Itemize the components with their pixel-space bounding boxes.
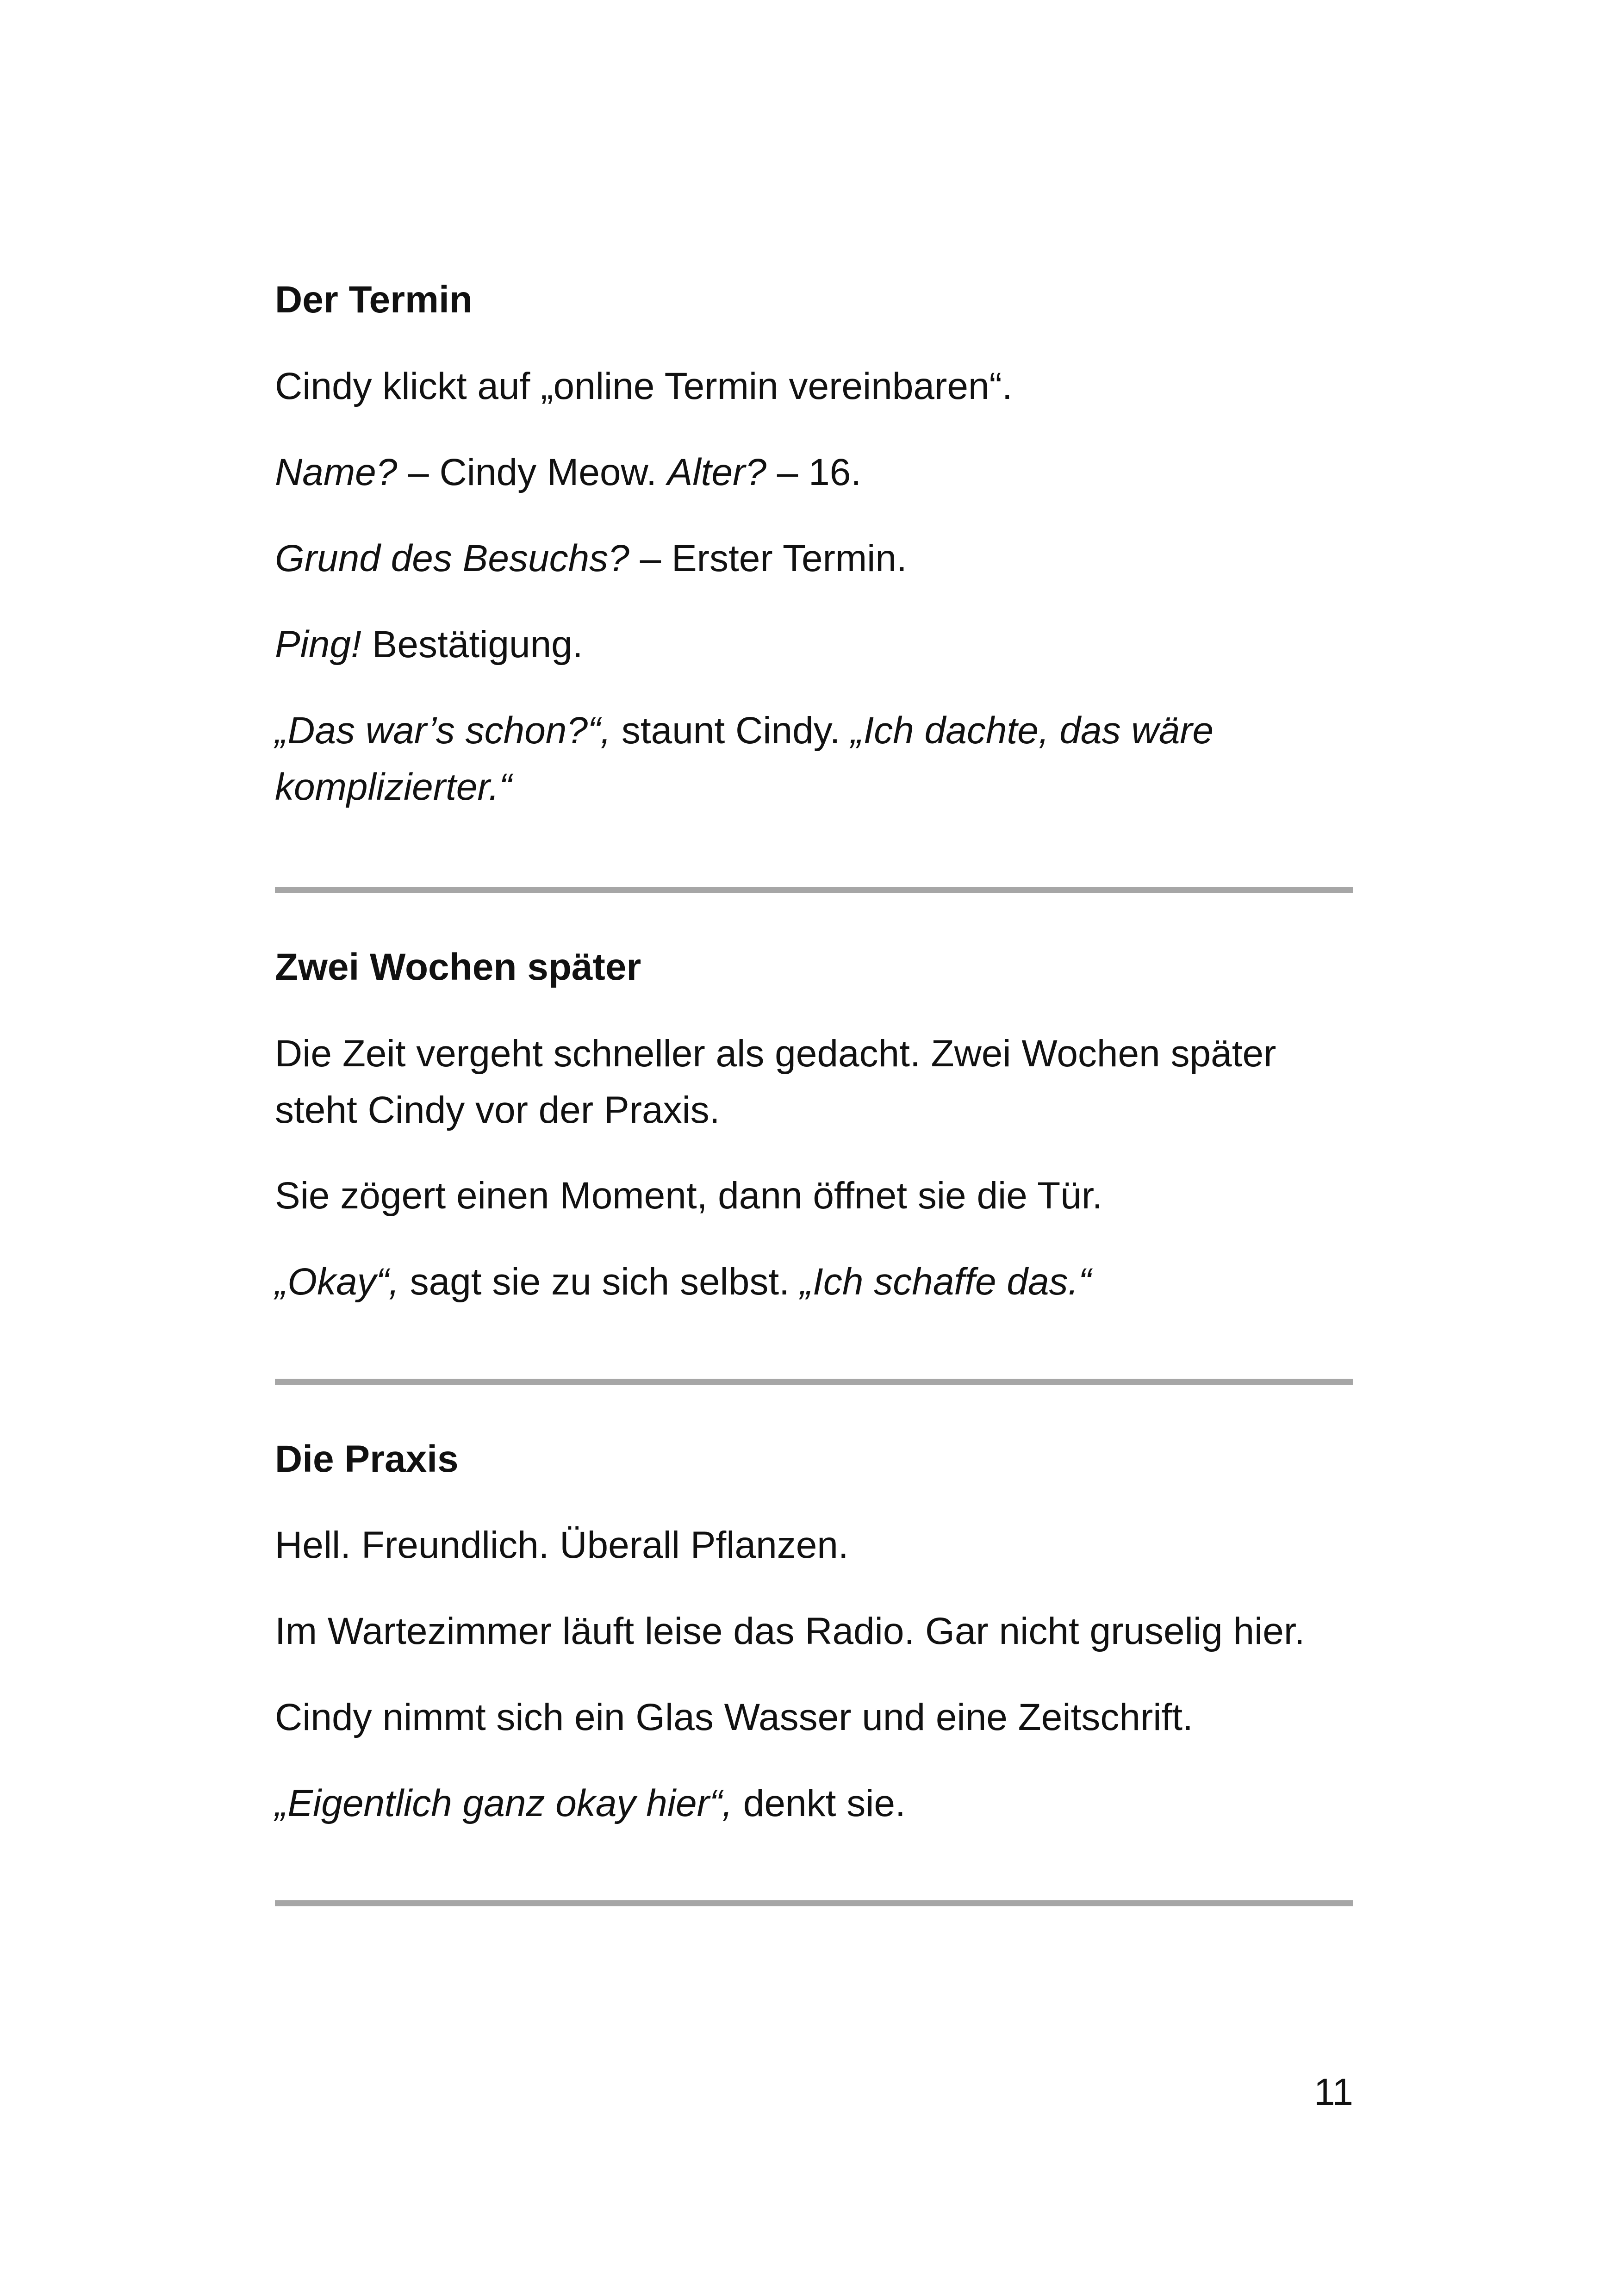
- quote-text: „Das war’s schon?“,: [275, 709, 611, 752]
- plain-text: staunt Cindy.: [611, 709, 851, 752]
- quote-text: „Ich schaffe das.“: [800, 1261, 1091, 1303]
- quote-text: „Ich dachte, das wäre: [851, 709, 1214, 752]
- paragraph: [275, 703, 1214, 759]
- paragraph: Cindy nimmt sich ein Glas Wasser und eine Zeitschrift.: [275, 1696, 1193, 1738]
- answer-text: – 16.: [766, 451, 862, 493]
- paragraph: Im Wartezimmer läuft leise das Radio. Gar nicht gruselig hier.: [275, 1610, 1305, 1652]
- emphasis-text: Ping!: [275, 623, 361, 666]
- quote-text: „Okay“,: [275, 1261, 399, 1303]
- paragraph: Sie zögert einen Moment, dann öffnet sie die Tür.: [275, 1175, 1103, 1217]
- paragraph: Cindy klickt auf „online Termin vereinbaren“.: [275, 365, 1013, 407]
- section-divider: [275, 1379, 1353, 1385]
- section-divider: [275, 887, 1353, 893]
- question-text: Name?: [275, 451, 398, 493]
- paragraph: [275, 1254, 1091, 1310]
- section-heading-die-praxis: Die Praxis: [275, 1438, 459, 1480]
- section-heading-zwei-wochen-spaeter: Zwei Wochen später: [275, 946, 641, 988]
- answer-text: – Erster Termin.: [629, 537, 907, 579]
- paragraph: steht Cindy vor der Praxis.: [275, 1089, 720, 1131]
- plain-text: Bestätigung.: [361, 623, 583, 666]
- paragraph: Die Zeit vergeht schneller als gedacht. Zwei Wochen später: [275, 1033, 1276, 1075]
- plain-text: denkt sie.: [733, 1782, 906, 1824]
- paragraph: [275, 444, 861, 501]
- plain-text: sagt sie zu sich selbst.: [399, 1261, 800, 1303]
- quote-text: komplizierter.“: [275, 766, 512, 808]
- page-number: 11: [1313, 2071, 1353, 2113]
- question-text: Grund des Besuchs?: [275, 537, 629, 579]
- section-heading-der-termin: Der Termin: [275, 279, 473, 321]
- paragraph: [275, 530, 907, 587]
- paragraph: Hell. Freundlich. Überall Pflanzen.: [275, 1524, 849, 1566]
- paragraph: [275, 616, 583, 673]
- paragraph: [275, 1775, 906, 1832]
- question-text: Alter?: [667, 451, 766, 493]
- answer-text: – Cindy Meow.: [397, 451, 667, 493]
- quote-text: „Eigentlich ganz okay hier“,: [275, 1782, 733, 1824]
- section-divider: [275, 1900, 1353, 1906]
